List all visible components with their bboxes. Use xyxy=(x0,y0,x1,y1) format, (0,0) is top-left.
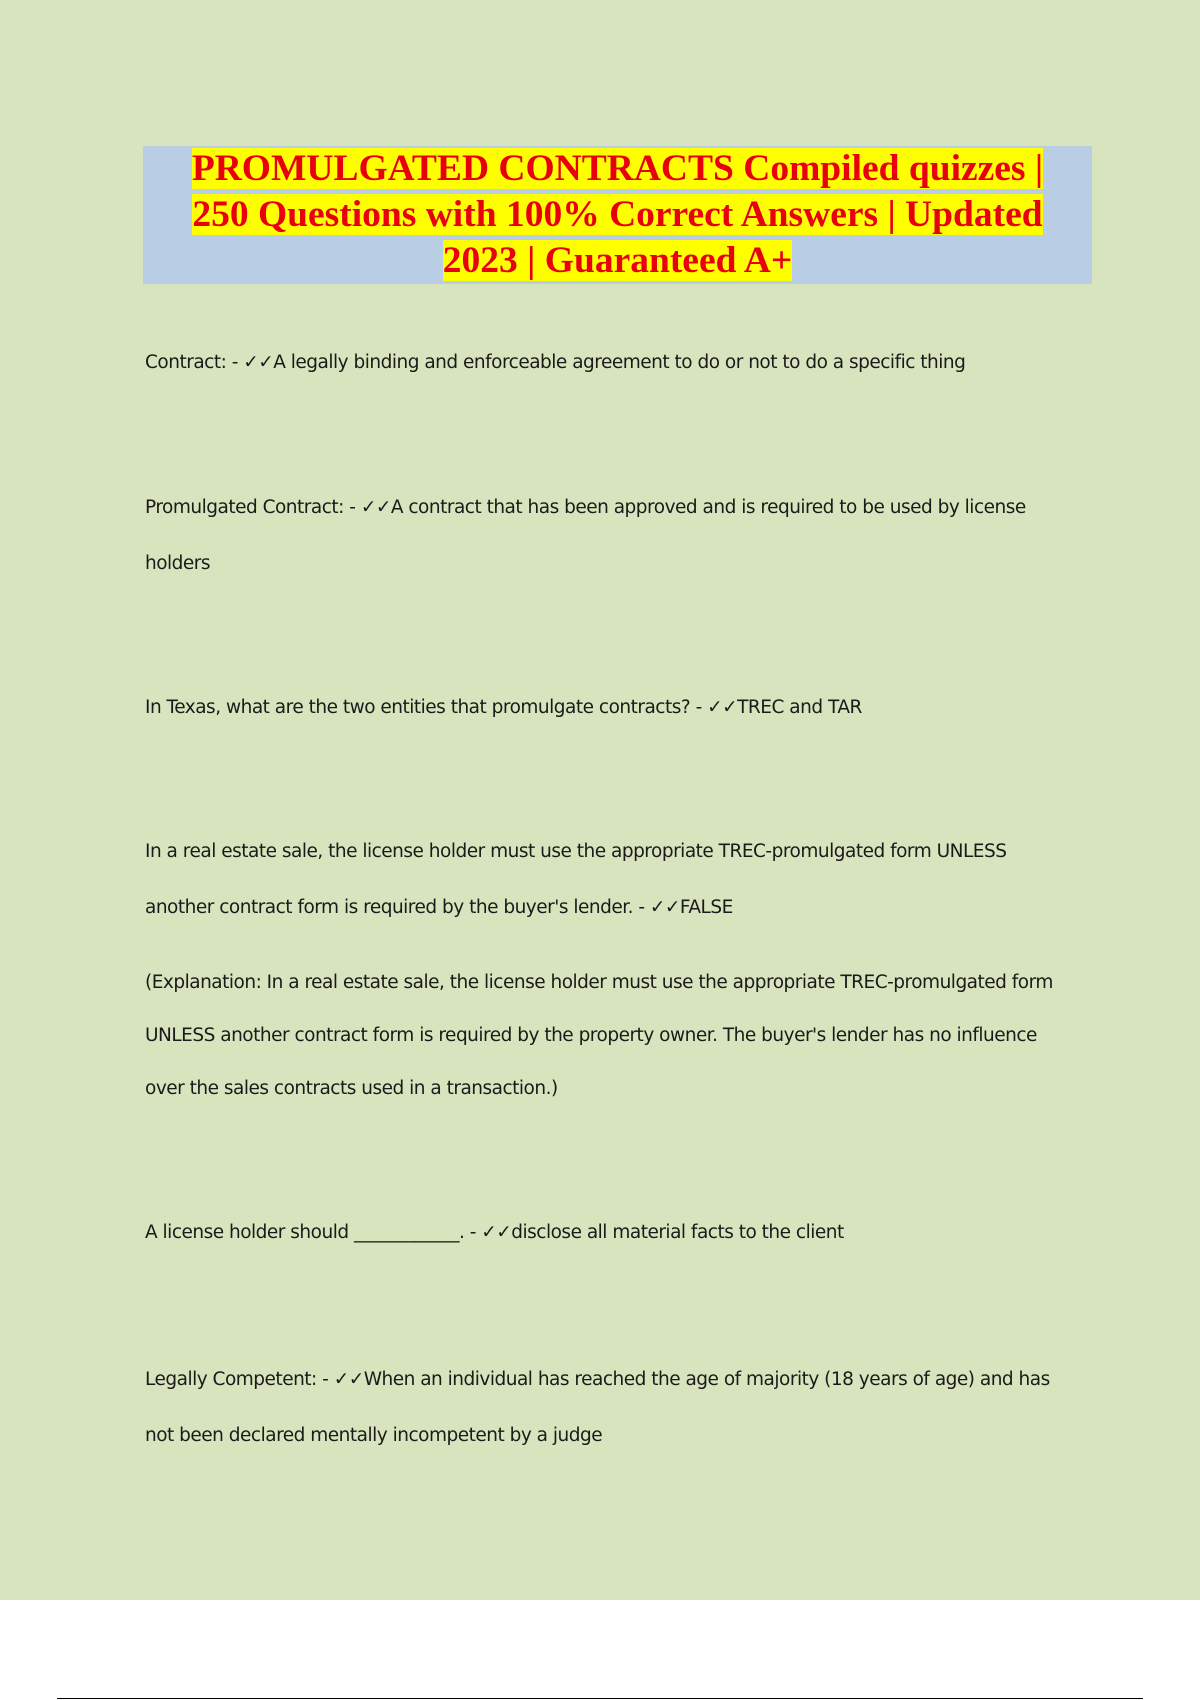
qa-item-trec-form: In a real estate sale, the license holder must use the appropriate TREC-promulgated form UNLESS another contract form is required by the buyer's lender. - ✓✓FALSE xyxy=(145,841,1007,918)
qa-item-contract: Contract: - ✓✓A legally binding and enforceable agreement to do or not to do a specific thing xyxy=(145,352,966,373)
footer-divider xyxy=(57,1698,1143,1699)
qa-item-promulgated-contract: Promulgated Contract: - ✓✓A contract that has been approved and is required to be used by license holders xyxy=(145,497,1026,574)
qa-item-explanation: (Explanation: In a real estate sale, the license holder must use the appropriate TREC-promulgated form UNLESS another contract form is required by the property owner. The buyer's lender has no influence over the sales contracts used in a transaction.) xyxy=(145,972,1053,1099)
title-line-3: 2023 | Guaranteed A+ xyxy=(442,240,793,281)
title-line-2: 250 Questions with 100% Correct Answers | Updated xyxy=(192,194,1043,235)
title-block xyxy=(143,146,1092,284)
qa-item-legally-competent: Legally Competent: - ✓✓When an individual has reached the age of majority (18 years of age) and has not been declared mentally incompetent by a judge xyxy=(145,1369,1050,1446)
document-title xyxy=(143,146,1092,284)
title-line-1: PROMULGATED CONTRACTS Compiled quizzes | xyxy=(191,148,1044,189)
qa-item-license-holder: A license holder should ____________. - ✓✓disclose all material facts to the client xyxy=(145,1222,844,1243)
qa-item-texas-entities: In Texas, what are the two entities that promulgate contracts? - ✓✓TREC and TAR xyxy=(145,697,862,718)
